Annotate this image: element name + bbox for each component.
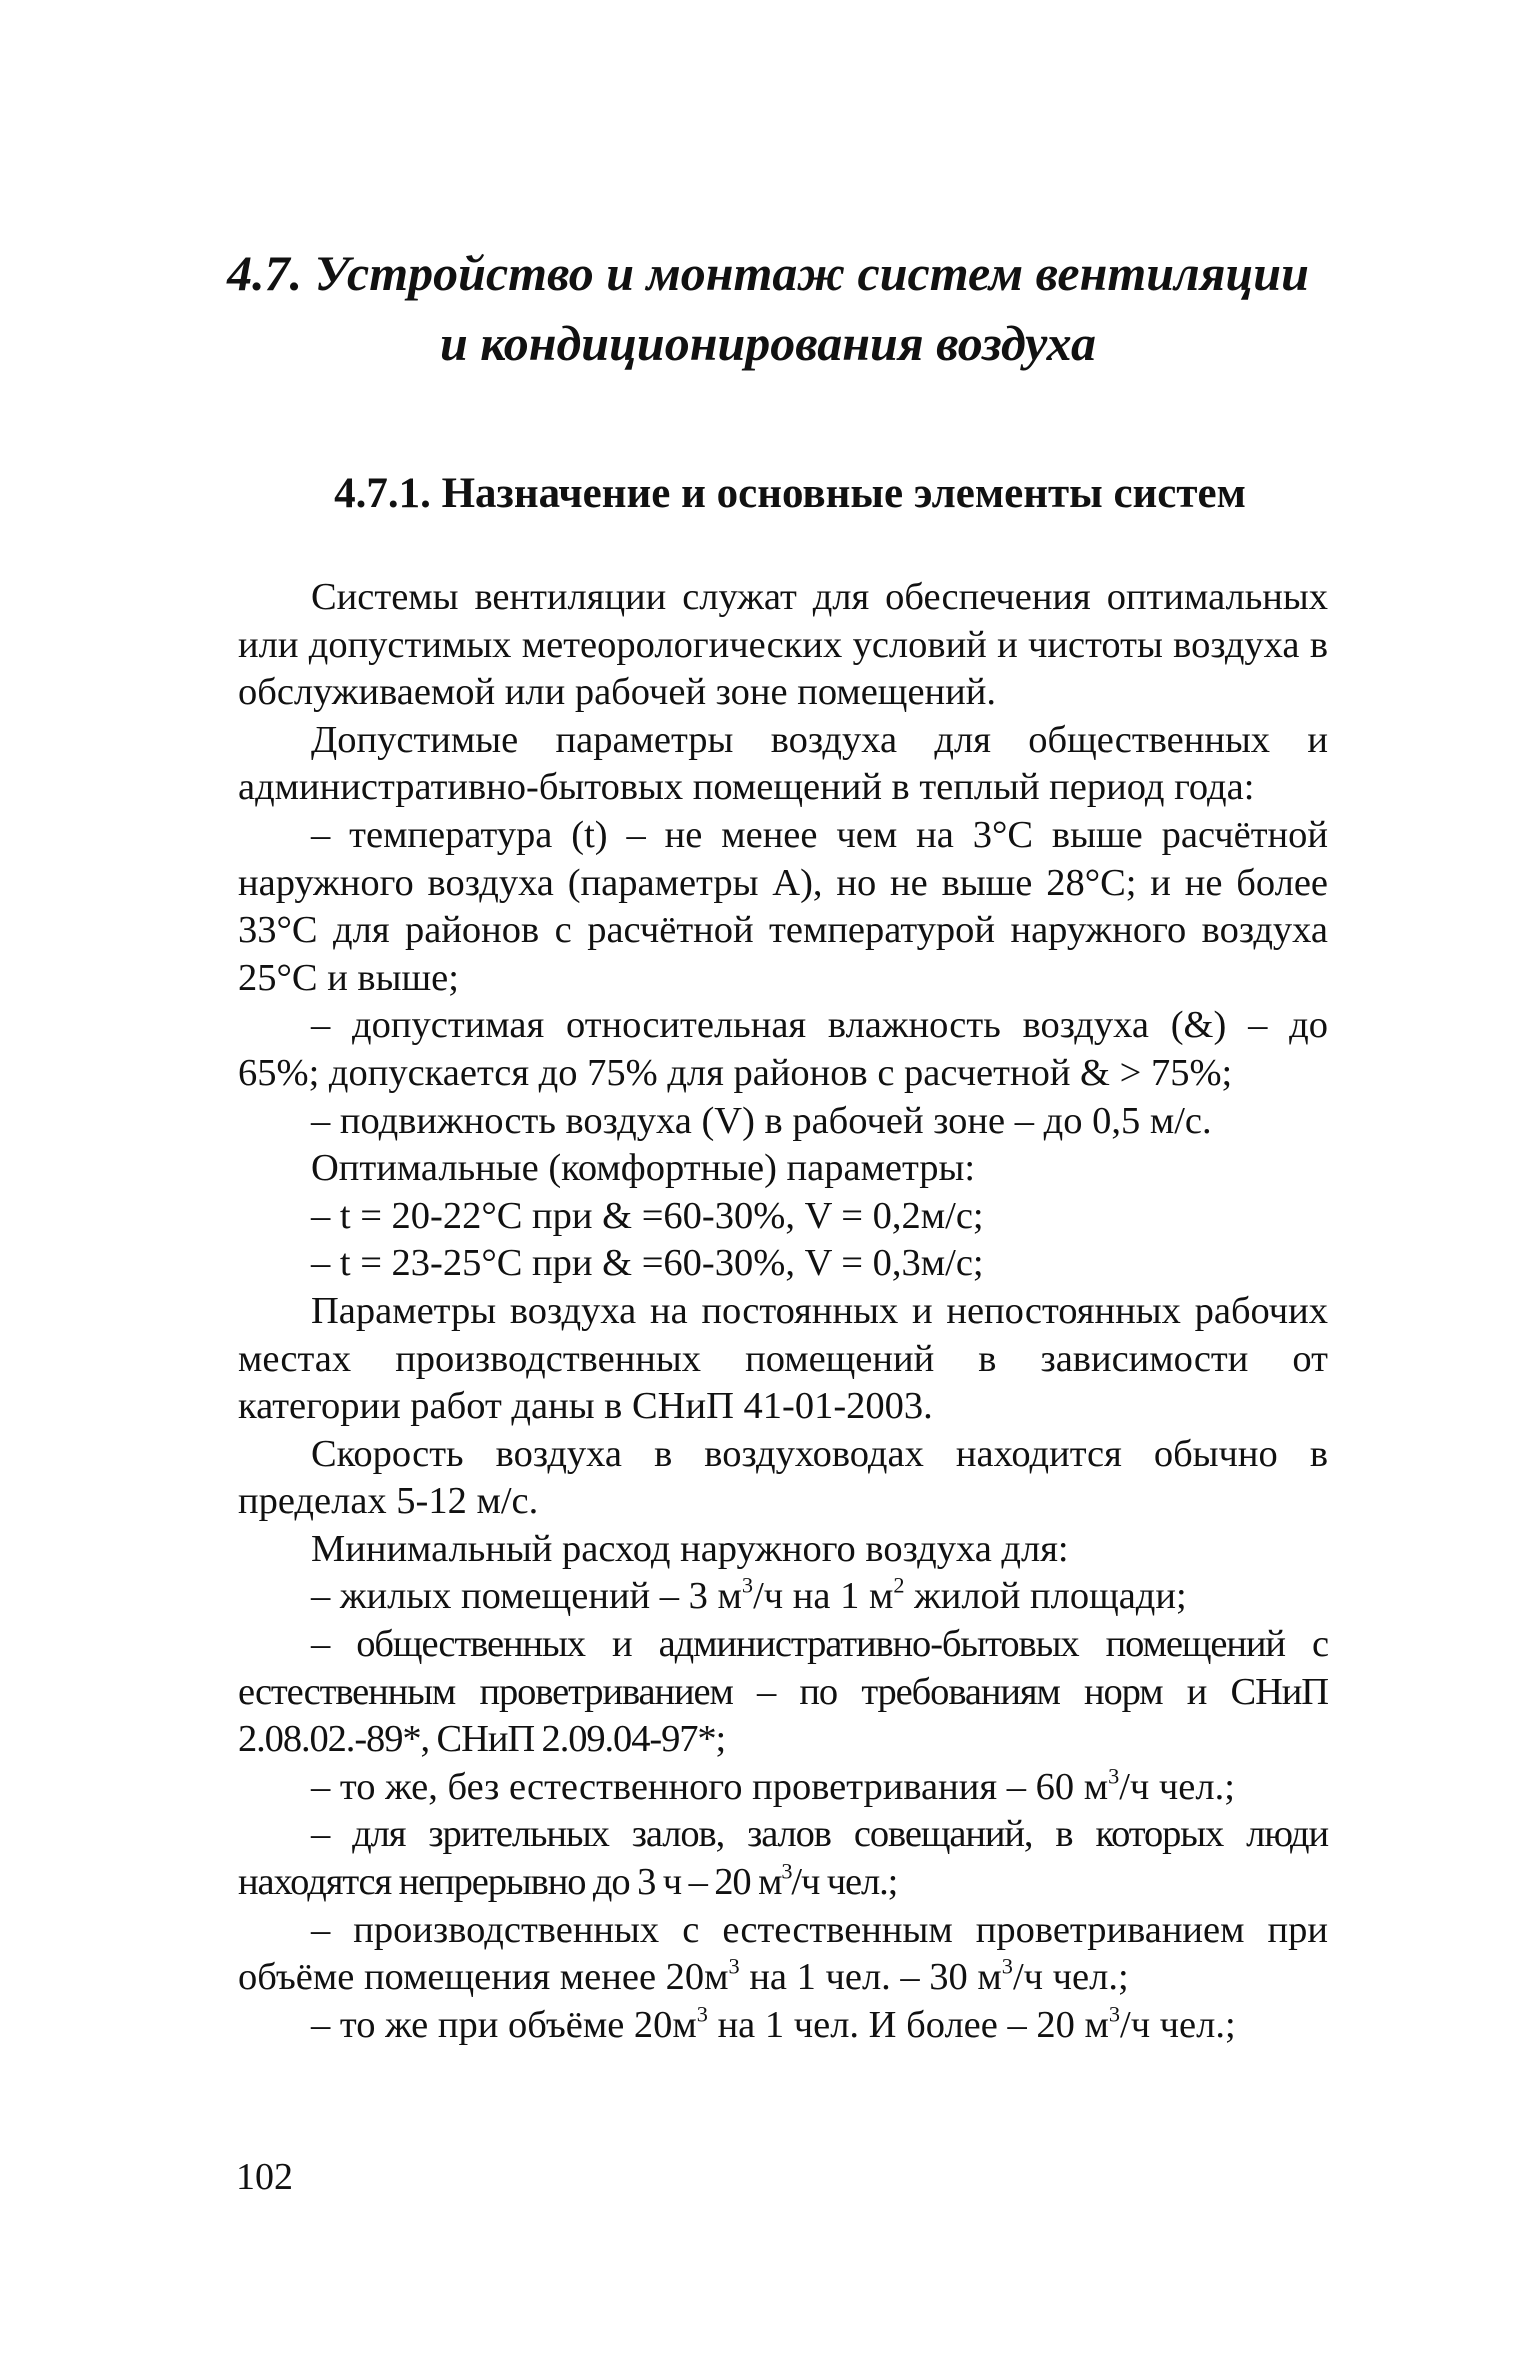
page-number: 102 [236, 2156, 293, 2198]
paragraph-min-outdoor-air: Минимальный расход наружного воздуха для: [311, 1527, 1069, 1570]
superscript-cube: 3 [1108, 2001, 1120, 2027]
item-air-mobility: – подвижность воздуха (V) в рабочей зоне – до 0,5 м/с. [311, 1099, 1212, 1142]
body-text [238, 574, 1328, 2049]
chapter-title [180, 238, 1356, 378]
paragraph-purpose: Системы вентиляции служат для обеспечения оптимальных или допустимых метеорологических условий и чистоты воздуха в обслуживаемой или рабочей зоне помещений. [238, 576, 1328, 714]
superscript-cube: 3 [696, 2001, 708, 2027]
chapter-title-line-2: и кондиционирования воздуха [439, 315, 1096, 371]
section-title: 4.7.1. Назначение и основные элементы систем [334, 470, 1246, 517]
item-optimal-1: – t = 20-22°С при & =60-30%, V = 0,2м/с; [311, 1194, 984, 1237]
item-public-no-vent: – то же, без естественного проветривания – 60 $м^3/ч$ чел.; [311, 1763, 1235, 1808]
item-optimal-2: – t = 23-25°С при & =60-30%, V = 0,3м/с; [311, 1242, 984, 1285]
superscript-cube: 3 [728, 1953, 740, 1979]
chapter-title-line-1: 4.7. Устройство и монтаж систем вентиляции [227, 245, 1309, 301]
superscript-cube: 3 [741, 1572, 754, 1598]
paragraph-allowed-params: Допустимые параметры воздуха для общественных и административно-бытовых помещений в теплый период года: [238, 718, 1328, 809]
superscript-cube: 3 [781, 1858, 792, 1884]
item-temperature: – температура (t) – не менее чем на 3°С выше расчётной наружного воздуха (параметры А), но не выше 28°С; и не более 33°С для районов с расчётной температурой наружного воздуха 25°С и выше; [238, 813, 1328, 999]
superscript-cube: 3 [1001, 1953, 1013, 1979]
paragraph-optimal-params: Оптимальные (комфортные) параметры: [311, 1147, 976, 1190]
item-industrial-large: – то же при объёме $20м^3$ на 1 чел. И более – 20 $м^3/ч$ чел.; [311, 2001, 1236, 2046]
item-humidity: – допустимая относительная влажность воздуха (&) – до 65%; допускается до 75% для районов с расчетной & > 75%; [238, 1004, 1328, 1094]
paragraph-workplace-params: Параметры воздуха на постоянных и непостоянных рабочих местах производственных помещений в зависимости от категории работ даны в СНиП 41-01-2003. [238, 1289, 1328, 1428]
item-residential: – жилых помещений – 3 $м^3/ч$ на 1 $м^2$ жилой площади; [311, 1572, 1187, 1618]
item-public-natural-vent: – общественных и административно-бытовых помещений с естественным проветриванием – по требованиям норм и СНиП 2.08.02.-89*, СНиП 2.09.04-97*; [238, 1623, 1328, 1761]
paragraph-duct-speed: Скорость воздуха в воздуховодах находится обычно в пределах 5-12 м/с. [238, 1432, 1328, 1523]
item-auditoriums: – для зрительных залов, залов совещаний, в которых люди находятся непрерывно до 3 ч – 20 $м^3/ч$ чел.; [238, 1813, 1328, 1904]
superscript-cube: 3 [1108, 1763, 1120, 1789]
item-industrial-small: – производственных с естественным проветриванием при объёме помещения менее $20м^3$ на 1 чел. – 30 $м^3/ч$ чел.; [238, 1908, 1328, 1999]
superscript-square: 2 [893, 1572, 905, 1598]
